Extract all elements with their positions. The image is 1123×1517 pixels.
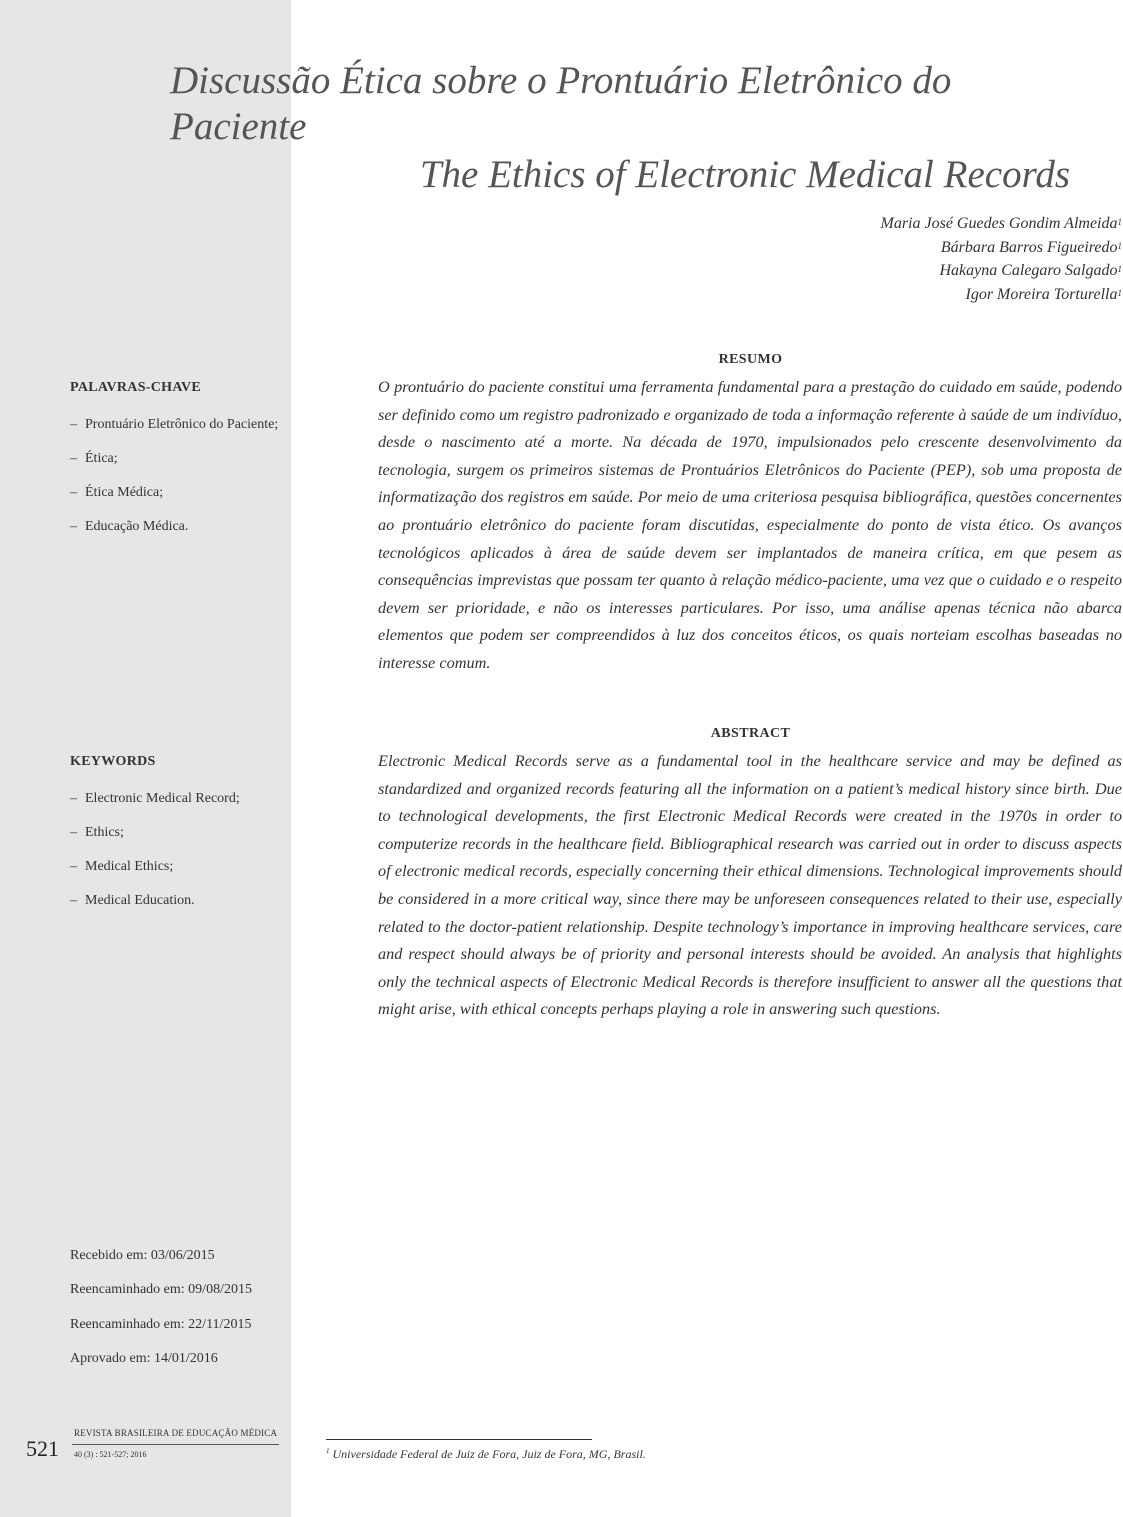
keyword-item: – Educação Médica. [70,517,280,536]
journal-name: REVISTA BRASILEIRA DE EDUCAÇÃO MÉDICA [74,1428,278,1438]
date-line: Recebido em: 03/06/2015 [70,1248,215,1263]
keyword-item: – Medical Ethics; [70,857,280,876]
footnote-mark: 1 [326,1447,330,1455]
affiliation-mark: 1 [1117,240,1122,251]
resumo-heading: RESUMO [718,352,783,367]
keyword-item: – Electronic Medical Record; [70,789,280,808]
keyword-item: – Ética Médica; [70,483,280,502]
title-portuguese: Discussão Ética sobre o Prontuário Eletrônico do Paciente [170,59,952,148]
footnote-divider [326,1439,592,1440]
abstract-text: Electronic Medical Records serve as a fundamental tool in the healthcare service and may be defined as standardized and organized records featuring all the information on a patient’s medical history since birth. Due to technological developments, the first Electronic Medical Records were created in the 1970s in order to computerize records in the healthcare field. Bibliographical research was carried out in order to discuss aspects of electronic medical records, especially concerning their ethical dimensions. Technological improvements should be considered in a more critical way, since there may be unforeseen consequences related to their use, especially related to the doctor-patient relationship. Despite technology’s importance in improving healthcare services, care and respect should always be of priority and personal interests should be avoided. An analysis that highlights only the technical aspects of Electronic Medical Records is therefore insufficient to answer all the questions that might arise, with ethical concepts perhaps playing a role in answering such questions. [378,751,1122,1019]
footnote-text: Universidade Federal de Juiz de Fora, Juiz de Fora, MG, Brasil. [332,1447,646,1461]
footnote [326,1447,646,1462]
author-name: Bárbara Barros Figueiredo$^1$ [940,238,1122,256]
keywords-pt-list [70,415,280,551]
date-line: Reencaminhado em: 22/11/2015 [70,1316,252,1332]
title-english: The Ethics of Electronic Medical Records [419,153,1070,196]
journal-citation: 40 (3) : 521-527; 2016 [74,1450,147,1459]
author-name: Igor Moreira Torturella$^1$ [965,285,1122,303]
submission-dates [70,1248,252,1386]
author-name: Maria José Guedes Gondim Almeida$^1$ [880,215,1122,232]
keyword-item: – Prontuário Eletrônico do Paciente; [70,415,280,434]
keywords-en-list [70,789,280,925]
affiliation-mark: 1 [1117,264,1122,275]
resumo-text: O prontuário do paciente constitui uma ferramenta fundamental para a prestação do cuidado em saúde, podendo ser definido como um registro padronizado e organizado de toda a informação referente à saúde de um indivíduo, desde o nascimento até a morte. Na década de 1970, impulsionados pelo crescente desenvolvimento da tecnologia, surgem os primeiros sistemas de Prontuários Eletrônicos do Paciente (PEP), sob uma proposta de informatização dos registros em saúde. Por meio de uma criteriosa pesquisa bibliográfica, questões concernentes ao prontuário eletrônico do paciente foram discutidas, especialmente do ponto de vista ético. Os avanços tecnológicos aplicados à área de saúde devem ser implantados de maneira crítica, em que pesem as consequências imprevistas que possam ter quanto à relação médico-paciente, uma vez que o cuidado e o respeito devem ser prioridade, e não os interesses particulares. Por isso, uma análise apenas técnica não abarca elementos que podem ser compreendidos à luz dos conceitos éticos, os quais norteiam escolhas baseadas no interesse comum. [378,377,1122,672]
author-list [881,212,1123,306]
abstract-heading: ABSTRACT [710,726,791,741]
keywords-en-heading: KEYWORDS [70,754,156,769]
page-number: 521 [26,1436,59,1461]
keyword-item: – Ética; [70,449,280,468]
keywords-pt-heading: PALAVRAS-CHAVE [70,380,201,395]
date-line: Reencaminhado em: 09/08/2015 [70,1282,252,1298]
date-line: Aprovado em: 14/01/2016 [70,1351,218,1367]
author-name: Hakayna Calegaro Salgado$^1$ [939,262,1122,280]
keyword-item: – Medical Education. [70,891,280,910]
keyword-item: – Ethics; [70,823,280,842]
journal-divider [72,1444,279,1445]
affiliation-mark: 1 [1117,287,1122,298]
affiliation-mark: 1 [1117,217,1122,227]
